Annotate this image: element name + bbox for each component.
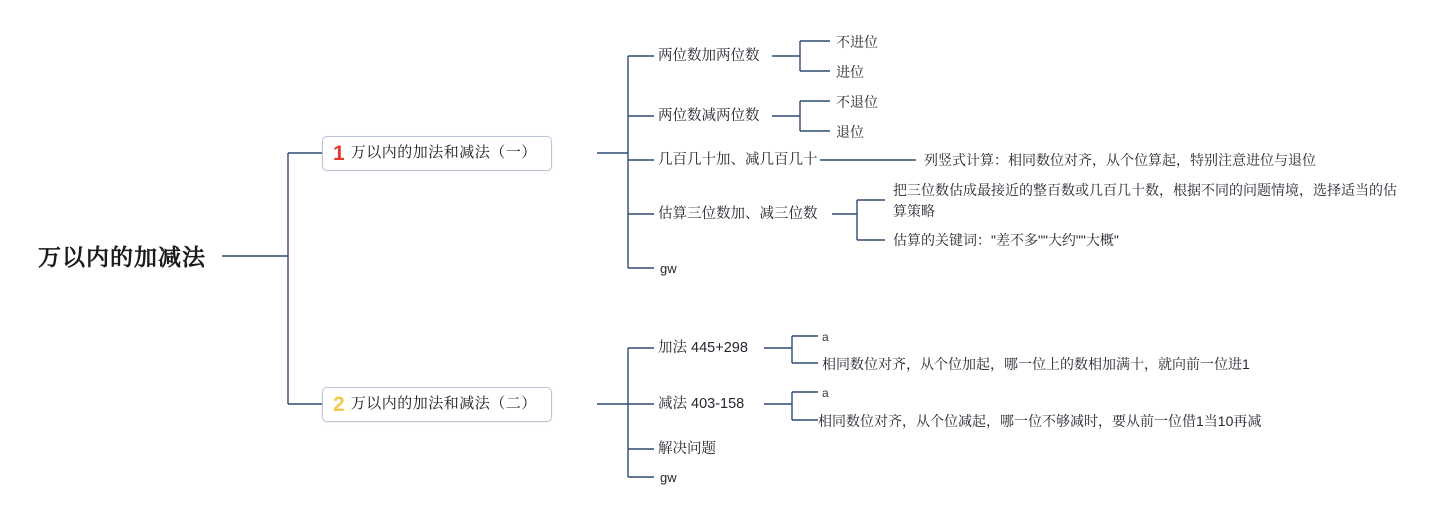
topic-1-4-2[interactable] <box>893 231 1119 250</box>
topic-1-1-2-label: 进位 <box>836 64 864 80</box>
topic-2-2-2-label: 相同数位对齐，从个位减起，哪一位不够减时，要从前一位借1当10再减 <box>818 413 1262 429</box>
topic-1-1-2[interactable] <box>836 63 864 82</box>
topic-1-3-label: 几百几十加、减几百几十 <box>658 152 818 168</box>
topic-1-2-1[interactable] <box>836 93 878 112</box>
topic-2-2[interactable] <box>658 395 744 415</box>
topic-1-4-label: 估算三位数加、减三位数 <box>658 206 818 222</box>
topic-2-1-label: 加法 445+298 <box>658 340 748 356</box>
topic-1-3-1-label: 列竖式计算：相同数位对齐，从个位算起，特别注意进位与退位 <box>924 152 1316 168</box>
branch-1-label: 万以内的加法和减法（一） <box>350 144 537 162</box>
topic-1-5[interactable] <box>660 260 677 278</box>
topic-2-2-1[interactable] <box>822 385 829 401</box>
topic-2-2-2[interactable] <box>818 412 1261 431</box>
branch-node-2[interactable] <box>322 387 552 422</box>
topic-1-5-label: gw <box>660 261 677 276</box>
topic-1-1[interactable] <box>658 47 760 67</box>
topic-2-4-label: gw <box>660 470 677 485</box>
topic-1-4[interactable] <box>658 205 818 225</box>
topic-2-1-2[interactable] <box>822 355 1250 374</box>
branch-2-label: 万以内的加法和减法（二） <box>350 395 537 413</box>
topic-1-2-2-label: 退位 <box>836 124 864 140</box>
topic-1-2-label: 两位数减两位数 <box>658 108 760 124</box>
topic-2-3-label: 解决问题 <box>658 441 716 457</box>
topic-1-3-1[interactable] <box>924 151 1316 170</box>
topic-1-2[interactable] <box>658 107 760 127</box>
branch-1-number: 1 <box>333 142 345 165</box>
topic-1-1-label: 两位数加两位数 <box>658 48 760 64</box>
topic-1-3[interactable] <box>658 151 818 171</box>
topic-1-1-1[interactable] <box>836 33 878 52</box>
topic-1-2-1-label: 不退位 <box>836 94 878 110</box>
root-label: 万以内的加减法 <box>38 244 206 270</box>
topic-1-4-2-label: 估算的关键词："差不多""大约""大概" <box>893 232 1119 248</box>
topic-2-1-1[interactable] <box>822 329 829 345</box>
topic-2-1[interactable] <box>658 339 748 359</box>
topic-2-1-1-label: a <box>822 330 829 344</box>
branch-2-number: 2 <box>333 393 345 416</box>
topic-1-1-1-label: 不进位 <box>836 34 878 50</box>
topic-1-4-1[interactable] <box>893 180 1403 222</box>
topic-1-2-2[interactable] <box>836 123 864 142</box>
topic-2-3[interactable] <box>658 440 716 460</box>
branch-node-1[interactable] <box>322 136 552 171</box>
mindmap-root-node[interactable] <box>38 242 206 273</box>
topic-2-1-2-label: 相同数位对齐，从个位加起，哪一位上的数相加满十，就向前一位进1 <box>822 356 1250 372</box>
topic-2-2-1-label: a <box>822 386 829 400</box>
topic-2-4[interactable] <box>660 469 677 487</box>
topic-1-4-1-label: 把三位数估成最接近的整百数或几百几十数，根据不同的问题情境，选择适当的估算策略 <box>893 182 1397 219</box>
topic-2-2-label: 减法 403-158 <box>658 396 745 412</box>
